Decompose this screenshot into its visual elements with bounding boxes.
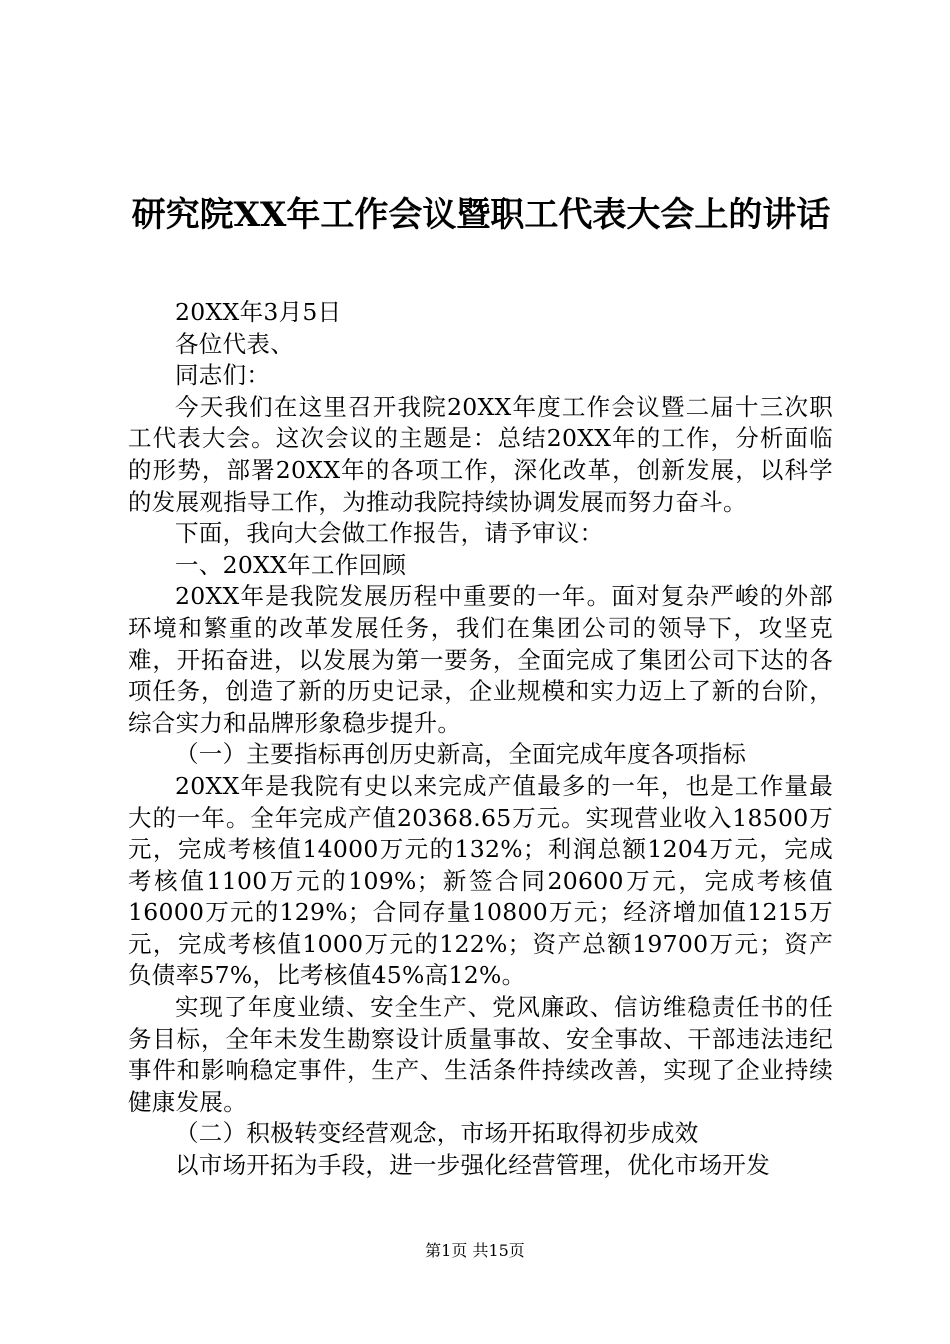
- subsection-heading-indicators: （一）主要指标再创历史新高，全面完成年度各项指标: [175, 740, 747, 769]
- paragraph-indicators: 20XX年是我院有史以来完成产值最多的一年，也是工作量最大的一年。全年完成产值20368.65万元。实现营业收入18500万元，完成考核值14000万元的132%；利润总额1204万元，完成考核值1100万元的109%；新签合同20600万元，完成考核值16000万元的129%；合同存量10800万元；经济增加值1215万元，完成考核值1000万元的122%；资产总额19700万元；资产负债率57%，比考核值45%高12%。: [128, 771, 833, 990]
- paragraph-targets: 实现了年度业绩、安全生产、党风廉政、信访维稳责任书的任务目标，全年未发生勘察设计质量事故、安全事故、干部违法违纪事件和影响稳定事件，生产、生活条件持续改善，实现了企业持续健康发展。: [128, 993, 833, 1116]
- section-heading-review: 一、20XX年工作回顾: [175, 550, 407, 579]
- page-footer: 第1页 共15页: [425, 1241, 525, 1260]
- paragraph-market: 以市场开拓为手段，进一步强化经营管理，优化市场开发: [175, 1151, 770, 1180]
- salutation-representatives: 各位代表、: [175, 329, 294, 358]
- paragraph-review: 20XX年是我院发展历程中重要的一年。面对复杂严峻的外部环境和繁重的改革发展任务，我们在集团公司的领导下，攻坚克难，开拓奋进，以发展为第一要务，全面完成了集团公司下达的各项任务，创造了新的历史记录，企业规模和实力迈上了新的台阶，综合实力和品牌形象稳步提升。: [128, 582, 833, 737]
- paragraph-opening: 今天我们在这里召开我院20XX年度工作会议暨二届十三次职工代表大会。这次会议的主题是：总结20XX年的工作，分析面临的形势，部署20XX年的各项工作，深化改革，创新发展，以科学的发展观指导工作，为推动我院持续协调发展而努力奋斗。: [128, 392, 833, 516]
- paragraph-report-intro: 下面，我向大会做工作报告，请予审议：: [175, 519, 604, 548]
- document-body: [128, 297, 833, 1182]
- subsection-heading-market: （二）积极转变经营观念，市场开拓取得初步成效: [175, 1119, 699, 1148]
- salutation-comrades: 同志们：: [175, 361, 271, 390]
- document-title: 研究院XX年工作会议暨职工代表大会上的讲话: [131, 195, 831, 235]
- date-line: 20XX年3月5日: [175, 298, 342, 326]
